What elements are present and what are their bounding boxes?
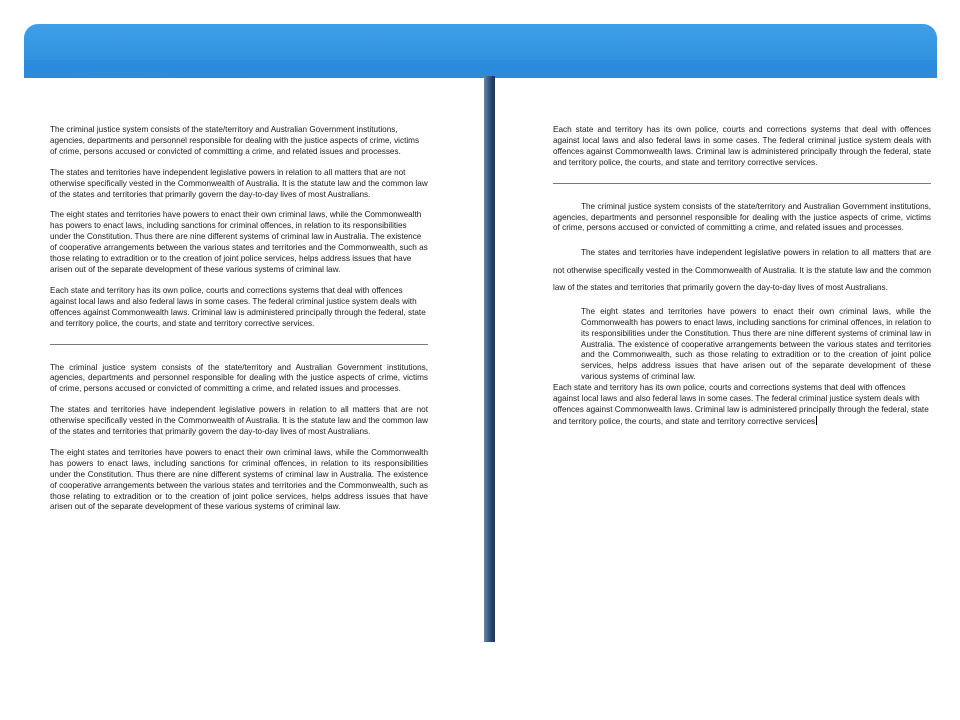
- left-paragraph-6: The states and territories have independent legislative powers in relation to all matters that are not otherwise specifically vested in the Commonwealth of Australia. It is the statute law and the common law of the states and territories that primarily govern the day-to-day lives of most Australians.: [50, 405, 428, 437]
- left-paragraph-7: The eight states and territories have powers to enact their own criminal laws, while the Commonwealth has powers to enact laws, including sanctions for criminal offences, in relation to its responsibilities under the Constitution. Thus there are nine different systems of criminal law in Australia. The existence of cooperative arrangements between the various states and territories and the Commonwealth, such as those relating to extradition or to the creation of joint police services, helps address issues that have arisen out of the separate development of these various systems of criminal law.: [50, 447, 428, 512]
- left-paragraph-1: The criminal justice system consists of the state/territory and Australian Government institutions, agencies, departments and personnel responsible for dealing with the justice aspects of crime, victims of crime, persons accused or convicted of committing a crime, and related issues and processes.: [50, 125, 420, 156]
- page-divider: [484, 76, 495, 642]
- left-page: [50, 125, 428, 523]
- banner-wave-decoration: [24, 60, 937, 90]
- right-paragraph-top: Each state and territory has its own police, courts and corrections systems that deal with offences against local laws and also federal laws in some cases. The federal criminal justice system deals with offences against Commonwealth laws. Criminal law is administered principally through the federal, state and territory police, the courts, and state and territory corrective services.: [553, 125, 931, 167]
- right-horizontal-rule: [553, 183, 931, 184]
- left-paragraph-3: The eight states and territories have powers to enact their own criminal laws, while the Commonwealth has powers to enact laws, including sanctions for criminal offences, in relation to its responsibilities under the Constitution. Thus there are nine different systems of criminal law in Australia. The existence of cooperative arrangements between the various states and territories and the Commonwealth, such as those relating to extradition or to the creation of joint police services, helps address issues that have arisen out of the separate development of these various systems of criminal law.: [50, 210, 428, 274]
- left-paragraph-4: Each state and territory has its own police, courts and corrections systems that deal with offences against local laws and also federal laws in some cases. The federal criminal justice system deals with offences against Commonwealth laws. Criminal law is administered principally through the federal, state and territory police, the courts, and state and territory corrective services.: [50, 285, 426, 328]
- right-paragraph-1: The criminal justice system consists of the state/territory and Australian Government institutions, agencies, departments and personnel responsible for dealing with the justice aspects of crime, victims of crime, persons accused or convicted of committing a crime, and related issues and processes.: [553, 201, 931, 233]
- right-paragraph-3: The eight states and territories have powers to enact their own criminal laws, while the Commonwealth has powers to enact laws, including sanctions for criminal offences, in relation to its responsibilities under the Constitution. Thus there are nine different systems of criminal law in Australia. The existence of cooperative arrangements between the various states and territories and the Commonwealth, such as those relating to extradition or to the creation of joint police services, helps address issues that have arisen out of the separate development of these various systems of criminal law.: [581, 306, 931, 382]
- left-paragraph-5: The criminal justice system consists of the state/territory and Australian Government institutions, agencies, departments and personnel responsible for dealing with the justice aspects of crime, victims of crime, persons accused or convicted of committing a crime, and related issues and processes.: [50, 362, 428, 394]
- right-page: [553, 125, 931, 438]
- left-horizontal-rule: [50, 344, 428, 345]
- left-paragraph-2: The states and territories have independent legislative powers in relation to all matters that are not otherwise specifically vested in the Commonwealth of Australia. It is the statute law and the common law of the states and territories that primarily govern the day-to-day lives of most Australians.: [50, 167, 428, 199]
- right-paragraph-2: The states and territories have independent legislative powers in relation to all matters that are not otherwise specifically vested in the Commonwealth of Australia. It is the statute law and the common law of the states and territories that primarily govern the day-to-day lives of most Australians.: [553, 248, 931, 293]
- right-paragraph-4[interactable]: Each state and territory has its own police, courts and corrections systems that deal with offences against local laws and also federal laws in some cases. The federal criminal justice system deals with offences against Commonwealth laws. Criminal law is administered principally through the federal, state and territory police, the courts, and state and territory corrective services: [553, 383, 931, 428]
